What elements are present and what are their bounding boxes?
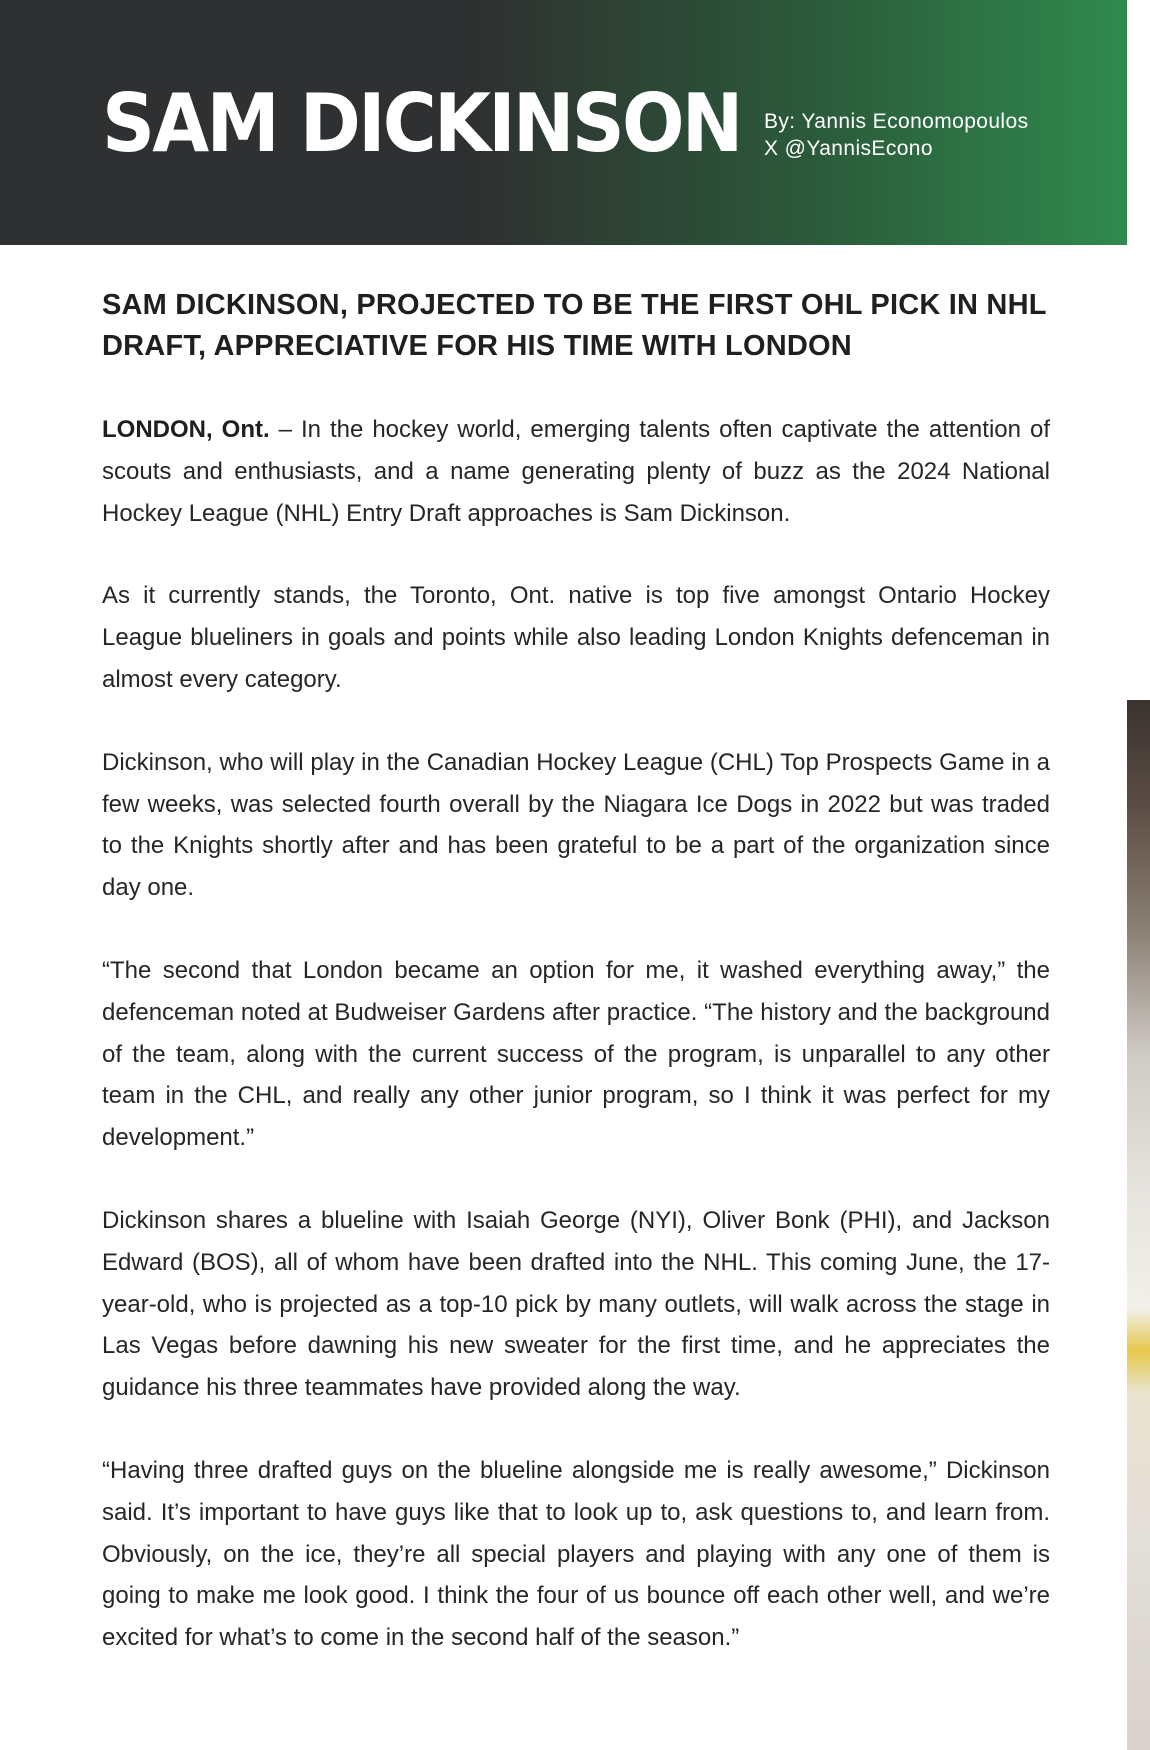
paragraph-1-text: – In the hockey world, emerging talents often captivate the attention of scouts and enthusiasts, and a name generating plenty of buzz as the 2024 National Hockey League (NHL) Entry Draft approaches is Sam Dickinson. — [102, 416, 1050, 527]
author-name: By: Yannis Economopoulos — [764, 110, 1029, 133]
header-banner — [0, 0, 1127, 245]
article-paragraph-1 — [102, 409, 1050, 534]
article-paragraph-3: Dickinson, who will play in the Canadian Hockey League (CHL) Top Prospects Game in a few weeks, was selected fourth overall by the Niagara Ice Dogs in 2022 but was traded to the Knights shortly after and has been grateful to be a part of the organization since day one. — [102, 748, 1050, 902]
article-headline: SAM DICKINSON, PROJECTED TO BE THE FIRST OHL PICK IN NHL DRAFT, APPRECIATIVE FOR HIS TIME WITH LONDON — [102, 289, 1047, 362]
cropped-photo-strip — [1127, 700, 1150, 1750]
dateline: LONDON, Ont. — [102, 416, 270, 443]
author-social-handle: X @YannisEcono — [764, 137, 933, 160]
byline — [764, 108, 1028, 162]
article-paragraph-4: “The second that London became an option for me, it washed everything away,” the defenceman noted at Budweiser Gardens after practice. “The history and the background of the team, along with the current success of the program, is unparallel to any other team in the CHL, and really any other junior program, so I think it was perfect for my development.” — [102, 956, 1050, 1152]
article-paragraph-5: Dickinson shares a blueline with Isaiah George (NYI), Oliver Bonk (PHI), and Jackson Edward (BOS), all of whom have been drafted into the NHL. This coming June, the 17-year-old, who is projected as a top-10 pick by many outlets, will walk across the stage in Las Vegas before dawning his new sweater for the first time, and he appreciates the guidance his three teammates have provided along the way. — [102, 1206, 1050, 1402]
article-body — [102, 285, 1050, 1700]
masthead-title: SAM DICKINSON — [102, 77, 741, 170]
article-paragraph-6: “Having three drafted guys on the blueline alongside me is really awesome,” Dickinson said. It’s important to have guys like that to look up to, ask questions to, and learn from. Obviously, on the ice, they’re all special players and playing with any one of them is going to make me look good. I think the four of us bounce off each other well, and we’re excited for what’s to come in the second half of the season.” — [102, 1456, 1050, 1652]
article-paragraph-2: As it currently stands, the Toronto, Ont. native is top five amongst Ontario Hockey League blueliners in goals and points while also leading London Knights defenceman in almost every category. — [102, 582, 1050, 693]
